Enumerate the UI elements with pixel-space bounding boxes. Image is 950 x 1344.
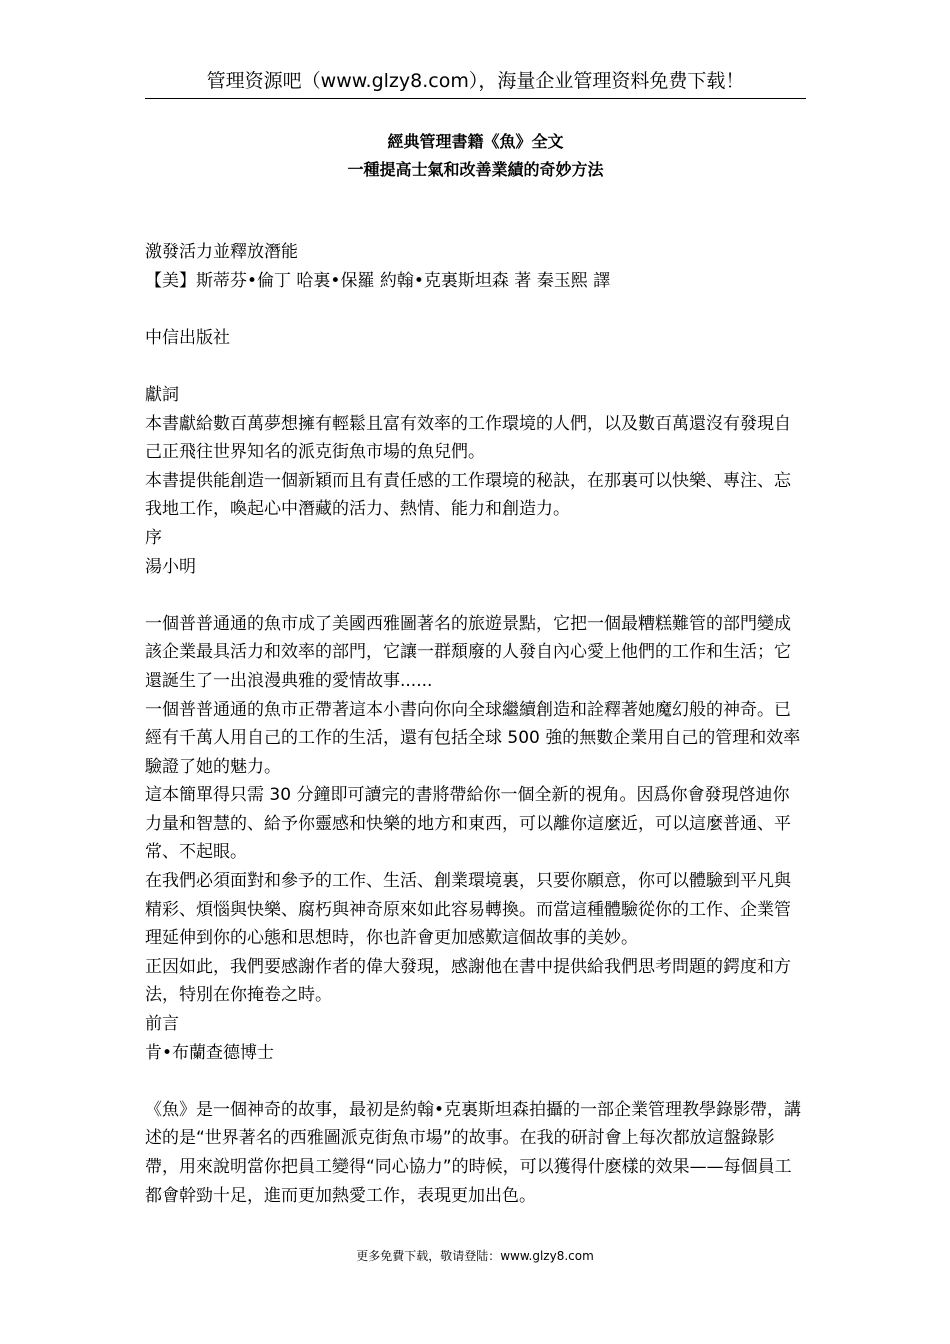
blank-line: [145, 581, 806, 610]
paragraph: 本書獻給數百萬夢想擁有輕鬆且富有效率的工作環境的人們，以及數百萬還沒有發現自己正飛往世界知名的派克街魚市場的魚兒們。: [145, 413, 791, 463]
page-header: 管理资源吧（www.glzy8.com），海量企业管理资料免费下载！: [145, 66, 806, 99]
blank-line: [145, 295, 806, 324]
paragraph: 激發活力並釋放潛能: [145, 242, 298, 262]
document-title: 經典管理書籍《魚》全文: [387, 132, 564, 151]
paragraph: 本書提供能創造一個新穎而且有責任感的工作環境的秘訣，在那裏可以快樂、專注、忘我地工作，喚起心中潛藏的活力、熱情、能力和創造力。: [145, 470, 791, 520]
document-subtitle: 一種提高士氣和改善業績的奇妙方法: [347, 160, 604, 179]
paragraph: 一個普普通通的魚市成了美國西雅圖著名的旅遊景點，它把一個最糟糕難管的部門變成該企業最具活力和效率的部門，它讓一群頹廢的人發自內心愛上他們的工作和生活；它還誕生了一出浪漫典雅的愛情故事......: [145, 613, 791, 691]
body-text: [145, 238, 806, 1210]
section-heading: 獻詞: [145, 384, 179, 405]
section-heading: 序: [145, 527, 162, 548]
blank-line: [145, 1067, 806, 1096]
paragraph: 一個普普通通的魚市正帶著這本小書向你向全球繼續創造和詮釋著她魔幻般的神奇。已經有千萬人用自己的工作的生活，還有包括全球 500 強的無數企業用自己的管理和效率驗證了她的魅力。: [145, 699, 801, 777]
author-line: 湯小明: [145, 556, 196, 577]
page-footer: 更多免費下载，敬请登陆：www.glzy8.com: [356, 1249, 594, 1263]
paragraph: 這本簡單得只需 30 分鐘即可讀完的書將帶給你一個全新的視角。因爲你會發現啓迪你力量和智慧的、給予你靈感和快樂的地方和東西，可以離你這麼近，可以這麼普通、平常、不起眼。: [145, 785, 791, 863]
paragraph: 《魚》是一個神奇的故事，最初是約翰•克裏斯坦森拍攝的一部企業管理教學錄影帶，講述的是“世界著名的西雅圖派克街魚市場”的故事。在我的研討會上每次都放這盤錄影帶，用來說明當你把員工變得“同心協力”的時候，可以獲得什麽樣的效果——每個員工都會幹勁十足，進而更加熱愛工作，表現更加出色。: [145, 1099, 802, 1206]
author-line: 肯•布蘭查德博士: [145, 1042, 275, 1063]
paragraph: 正因如此，我們要感謝作者的偉大發現，感謝他在書中提供給我們思考問題的鍔度和方法，特別在你掩卷之時。: [145, 956, 791, 1006]
paragraph: 中信出版社: [145, 327, 230, 348]
section-heading: 前言: [145, 1014, 179, 1035]
paragraph: 【美】斯蒂芬•倫丁 哈裏•保羅 約翰•克裏斯坦森 著 秦玉熙 譯: [145, 270, 611, 291]
paragraph: 在我們必須面對和參予的工作、生活、創業環境裏，只要你願意，你可以體驗到平凡與精彩、煩惱與快樂、腐朽與神奇原來如此容易轉換。而當這種體驗從你的工作、企業管理延伸到你的心態和思想時，你也許會更加感歎這個故事的美妙。: [145, 871, 791, 949]
title-block: [145, 128, 806, 184]
blank-line: [145, 352, 806, 381]
